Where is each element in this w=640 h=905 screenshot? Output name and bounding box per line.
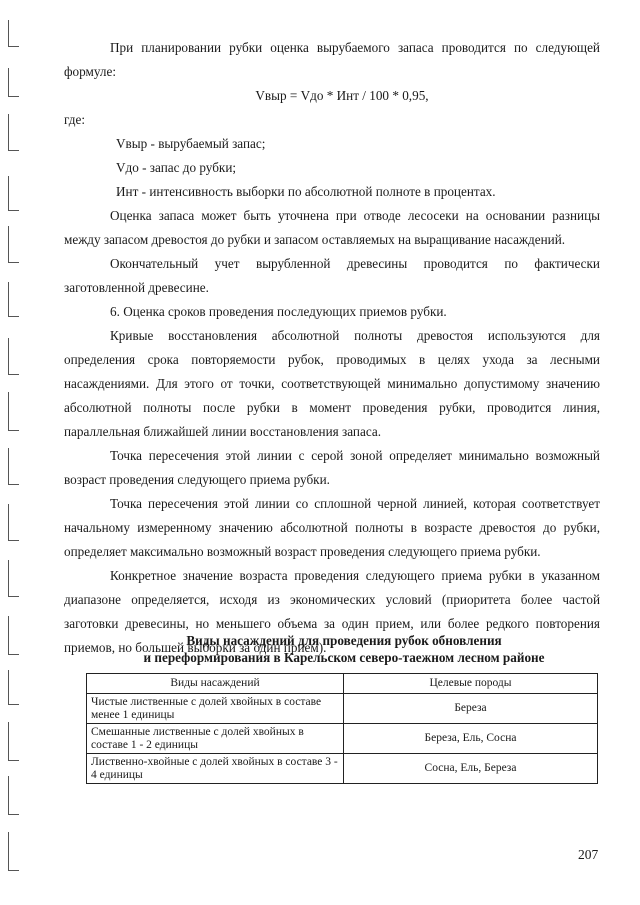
table-title-line-2: и переформирования в Карельском северо-таежном лесном районе (143, 650, 545, 665)
section-heading-6: 6. Оценка сроков проведения последующих приемов рубки. (110, 304, 447, 319)
paragraph-min-age: Точка пересечения этой линии с серой зоной определяет минимально возможный возраст проведения следующего приема рубки. (64, 448, 600, 487)
cell-target-species: Сосна, Ель, Береза (344, 754, 598, 784)
margin-mark (8, 282, 19, 317)
paragraph-specific-age: Конкретное значение возраста проведения следующего приема рубки в указанном диапазоне определяется, исходя из экономических условий (приоритета более частой заготовки древесины, но меньшего объема за один прием, или более редкого повторения приемов, но большей выборки за один прием). (64, 568, 600, 655)
margin-mark (8, 560, 19, 597)
cell-stand-type: Смешанные лиственные с долей хвойных в составе 1 - 2 единицы (87, 724, 344, 754)
definition-int: Инт - интенсивность выборки по абсолютной полноте в процентах. (116, 184, 496, 199)
definition-vvyr: Vвыр - вырубаемый запас; (116, 136, 266, 151)
margin-mark (8, 832, 19, 871)
paragraph-planning: При планировании рубки оценка вырубаемого запаса проводится по следующей формуле: (64, 40, 600, 79)
margin-mark (8, 226, 19, 263)
table-header-row (87, 674, 598, 694)
column-header-target-species: Целевые породы (344, 674, 598, 694)
table-title (64, 632, 624, 666)
margin-mark (8, 776, 19, 815)
paragraph-max-age: Точка пересечения этой линии со сплошной черной линией, которая соответствует начальному измеренному значению абсолютной полноты в возрасте древостоя до рубки, определяет максимально возможный возраст проведения следующего приема рубки. (64, 496, 600, 559)
margin-mark (8, 504, 19, 541)
margin-mark (8, 338, 19, 375)
paragraph-estimate: Оценка запаса может быть уточнена при отводе лесосеки на основании разницы между запасом древостоя до рубки и запасом оставляемых на выращивание насаждений. (64, 208, 600, 247)
scan-margin-marks (8, 20, 22, 890)
margin-mark (8, 616, 19, 655)
cell-stand-type: Лиственно-хвойные с долей хвойных в составе 3 - 4 единицы (87, 754, 344, 784)
table-row (87, 724, 598, 754)
margin-mark (8, 176, 19, 211)
cell-stand-type: Чистые лиственные с долей хвойных в составе менее 1 единицы (87, 694, 344, 724)
margin-mark (8, 114, 19, 151)
margin-mark (8, 722, 19, 761)
table-row (87, 694, 598, 724)
margin-mark (8, 20, 19, 47)
definition-vdo: Vдо - запас до рубки; (116, 160, 237, 175)
table-title-line-1: Виды насаждений для проведения рубок обновления (186, 633, 502, 648)
formula: Vвыр = Vдо * Инт / 100 * 0,95, (255, 88, 429, 103)
margin-mark (8, 670, 19, 705)
where-label: где: (64, 112, 85, 127)
margin-mark (8, 68, 19, 97)
column-header-stand-type: Виды насаждений (87, 674, 344, 694)
page-number: 207 (578, 847, 599, 862)
paragraph-curves: Кривые восстановления абсолютной полноты древостоя используются для определения срока повторяемости рубок, проводимых в целях ухода за лесными насаждениями. Для этого от точки, соответствующей минимально допустимому значению абсолютной полноты после рубки в момент проведения рубки, проводится линия, параллельная ближайшей линии восстановления запаса. (64, 328, 600, 439)
cell-target-species: Береза, Ель, Сосна (344, 724, 598, 754)
cell-target-species: Береза (344, 694, 598, 724)
body-text (64, 36, 600, 660)
margin-mark (8, 392, 19, 431)
margin-mark (8, 448, 19, 485)
paragraph-final-count: Окончательный учет вырубленной древесины проводится по фактически заготовленной древесине. (64, 256, 600, 295)
species-table (86, 673, 598, 784)
table-row (87, 754, 598, 784)
